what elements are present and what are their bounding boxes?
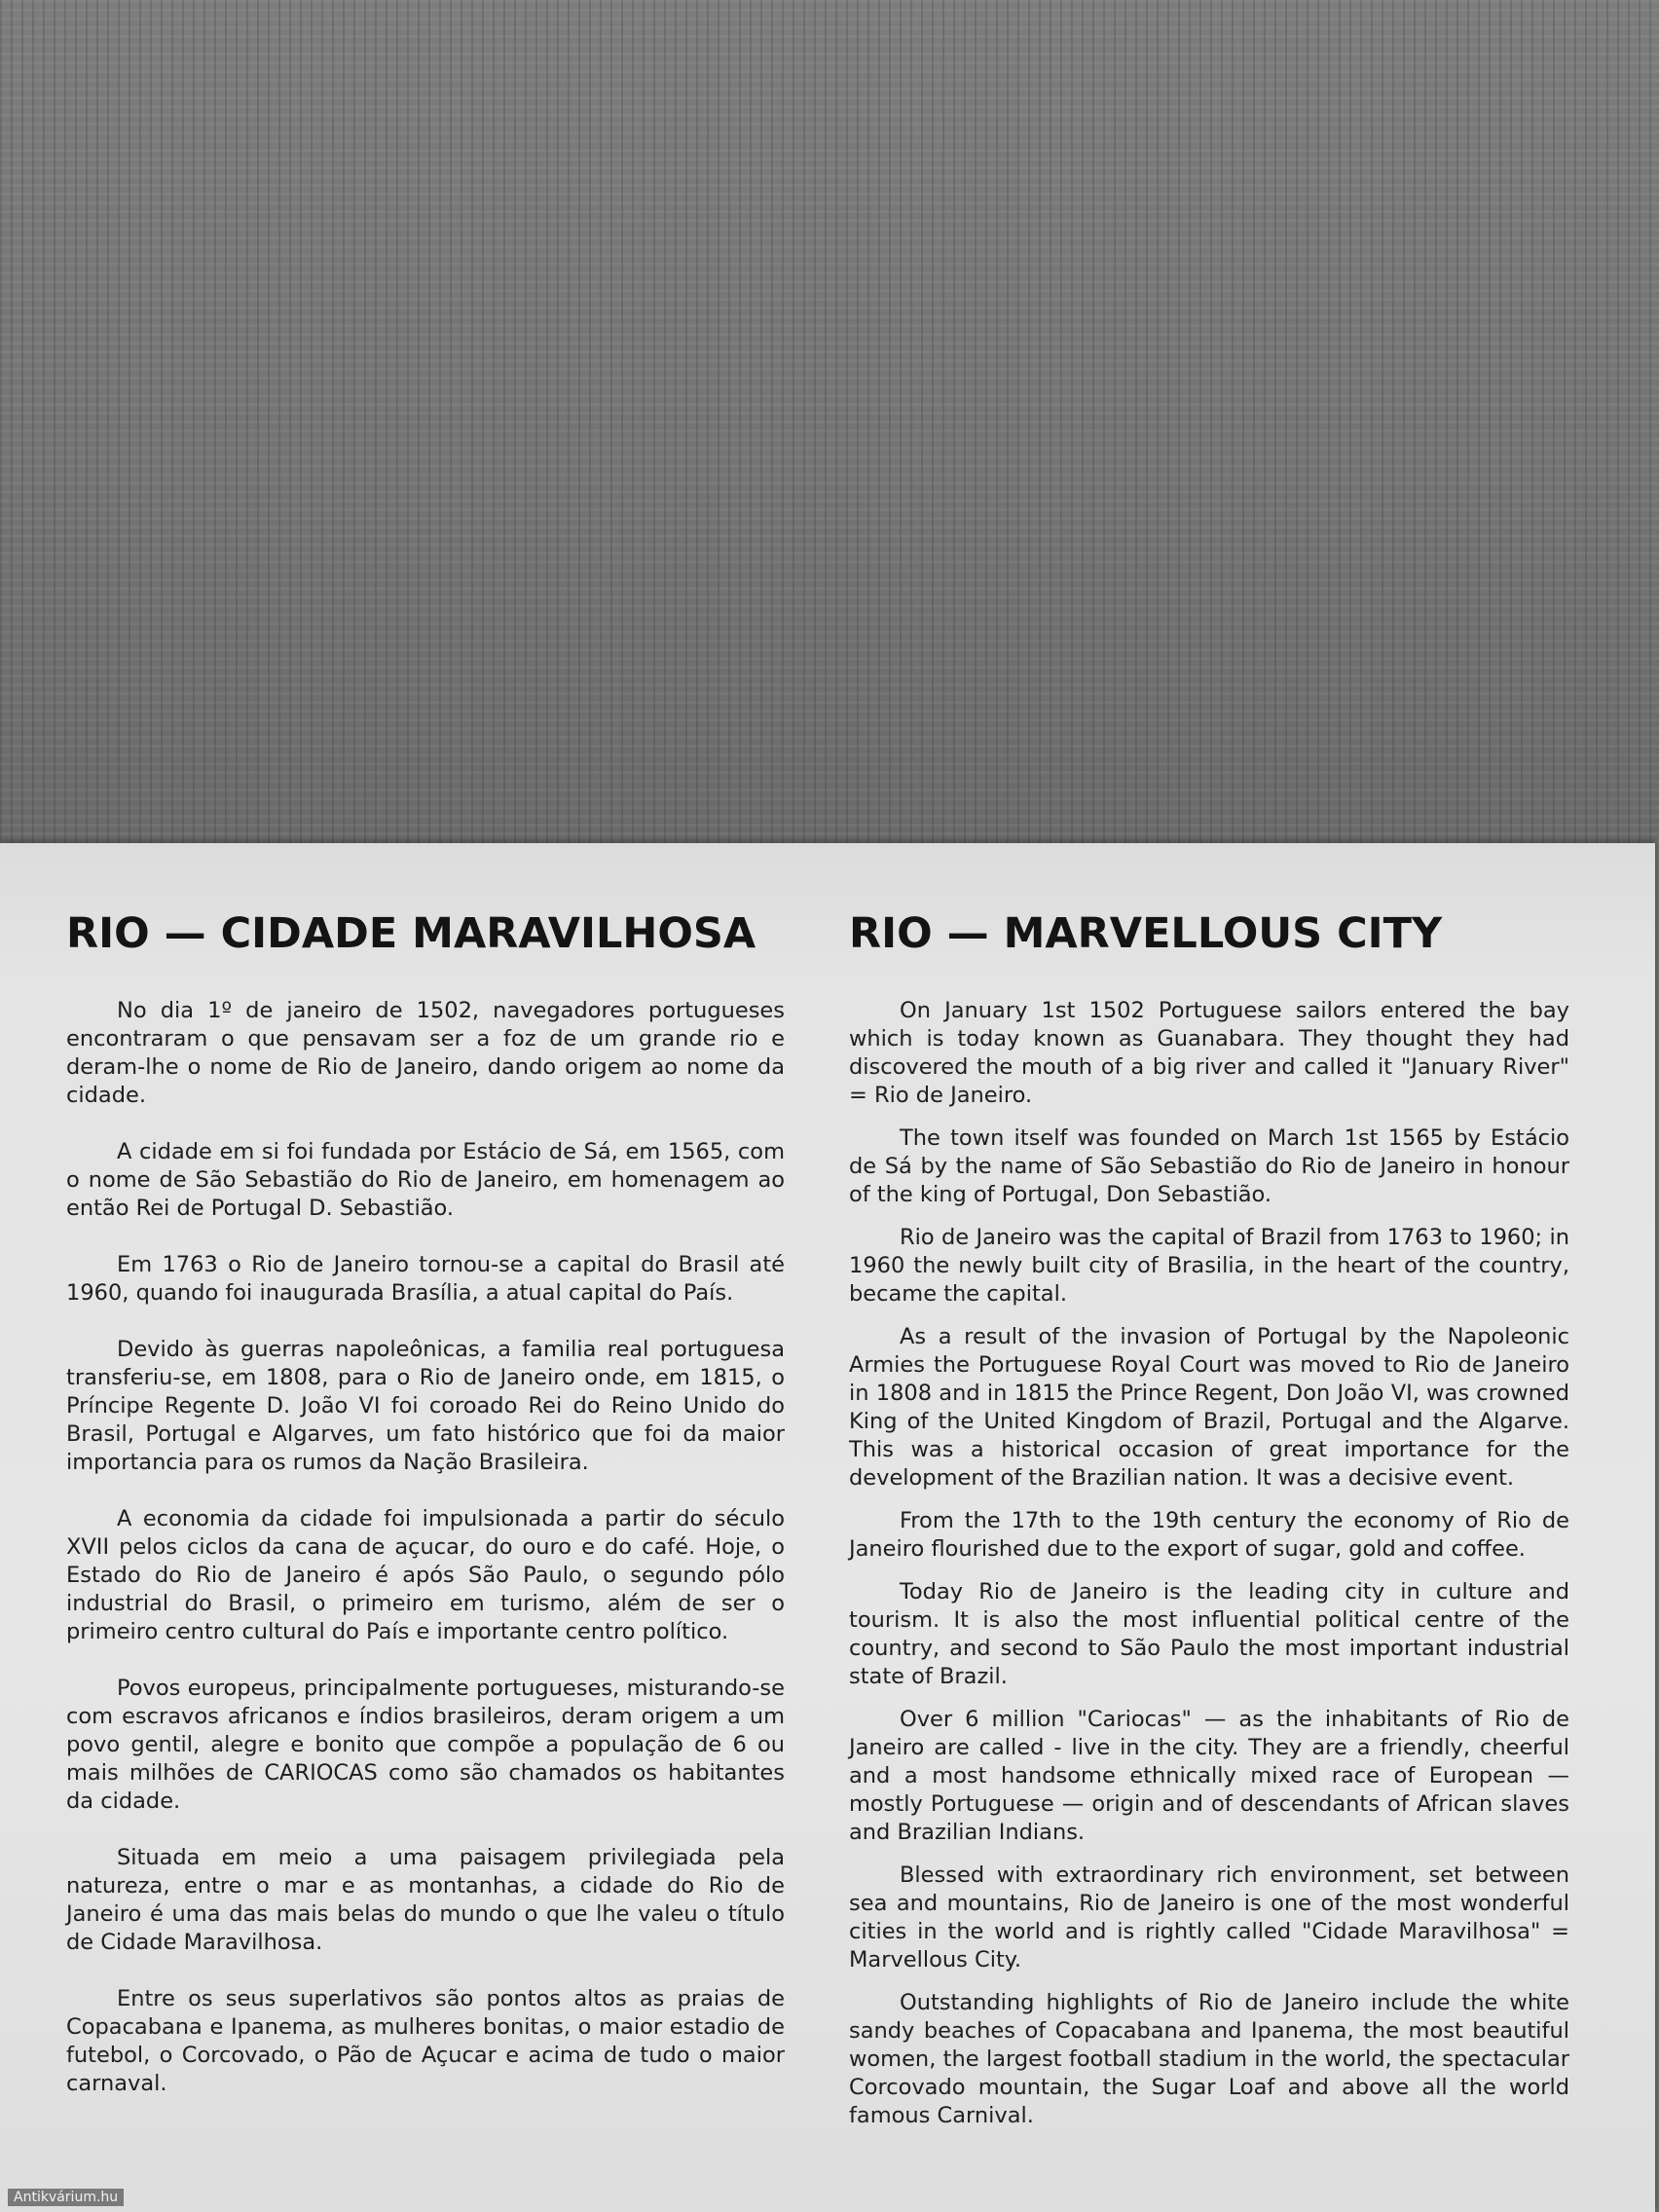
text-page: [0, 843, 1655, 2212]
english-paragraph-9: Outstanding highlights of Rio de Janeiro include the white sandy beaches of Copacabana and Ipanema, the most beautiful women, the largest football stadium in the world, the spectacular Corcovado mountain, the Sugar Loaf and above all the world famous Carnival.: [849, 1990, 1569, 2128]
english-column: [849, 907, 1569, 2145]
english-paragraph-4: As a result of the invasion of Portugal by the Napoleonic Armies the Portuguese Royal Court was moved to Rio de Janeiro in 1808 and in 1815 the Prince Regent, Don João VI, was crowned King of the United Kingdom of Brazil, Portugal and the Algarve. This was a historical occasion of great importance for the development of the Brazilian nation. It was a decisive event.: [849, 1324, 1569, 1491]
english-paragraph-6: Today Rio de Janeiro is the leading city in culture and tourism. It is also the most influential political centre of the country, and second to São Paulo the most important industrial state of Brazil.: [849, 1579, 1569, 1689]
portuguese-paragraph-3: Em 1763 o Rio de Janeiro tornou-se a capital do Brasil até 1960, quando foi inaugurada Brasília, a atual capital do País.: [66, 1252, 785, 1306]
portuguese-paragraph-5: A economia da cidade foi impulsionada a partir do século XVII pelos ciclos da cana de açucar, do ouro e do café. Hoje, o Estado do Rio de Janeiro é após São Paulo, o segundo pólo industrial do Brasil, o primeiro em turismo, além de ser o primeiro centro cultural do País e importante centro político.: [66, 1506, 785, 1644]
site-watermark: Antikvárium.hu: [8, 2189, 124, 2206]
portuguese-paragraph-6: Povos europeus, principalmente portugueses, misturando-se com escravos africanos e índios brasileiros, deram origem a um povo gentil, alegre e bonito que compõe a população de 6 ou mais milhões de CARIOCAS como são chamados os habitantes da cidade.: [66, 1676, 785, 1814]
portuguese-paragraph-1: No dia 1º de janeiro de 1502, navegadores portugueses encontraram o que pensavam ser a foz de um grande rio e deram-lhe o nome de Rio de Janeiro, dando origem ao nome da cidade.: [66, 998, 785, 1108]
portuguese-paragraph-2: A cidade em si foi fundada por Estácio de Sá, em 1565, com o nome de São Sebastião do Rio de Janeiro, em homenagem ao então Rei de Portugal D. Sebastião.: [66, 1139, 785, 1221]
english-heading: RIO — MARVELLOUS CITY: [849, 909, 1443, 958]
portuguese-heading: RIO — CIDADE MARAVILHOSA: [66, 909, 756, 958]
english-paragraph-5: From the 17th to the 19th century the economy of Rio de Janeiro flourished due to the export of sugar, gold and coffee.: [849, 1508, 1569, 1562]
book-cover-texture: [0, 0, 1659, 843]
english-paragraph-7: Over 6 million "Cariocas" — as the inhabitants of Rio de Janeiro are called - live in the city. They are a friendly, cheerful and a most handsome ethnically mixed race of European — mostly Portuguese — origin and of descendants of African slaves and Brazilian Indians.: [849, 1707, 1569, 1845]
portuguese-paragraph-7: Situada em meio a uma paisagem privilegiada pela natureza, entre o mar e as montanhas, a cidade do Rio de Janeiro é uma das mais belas do mundo o que lhe valeu o título de Cidade Maravilhosa.: [66, 1845, 785, 1955]
english-paragraph-1: On January 1st 1502 Portuguese sailors entered the bay which is today known as Guanabara. They thought they had discovered the mouth of a big river and called it "January River" = Rio de Janeiro.: [849, 998, 1569, 1108]
english-paragraph-3: Rio de Janeiro was the capital of Brazil from 1763 to 1960; in 1960 the newly built city of Brasilia, in the heart of the country, became the capital.: [849, 1225, 1569, 1307]
english-paragraph-8: Blessed with extraordinary rich environment, set between sea and mountains, Rio de Janeiro is one of the most wonderful cities in the world and is rightly called "Cidade Maravilhosa" = Marvellous City.: [849, 1862, 1569, 1972]
portuguese-column: [66, 907, 785, 2126]
english-paragraph-2: The town itself was founded on March 1st 1565 by Estácio de Sá by the name of São Sebastião do Rio de Janeiro in honour of the king of Portugal, Don Sebastião.: [849, 1125, 1569, 1207]
portuguese-paragraph-4: Devido às guerras napoleônicas, a familia real portuguesa transferiu-se, em 1808, para o Rio de Janeiro onde, em 1815, o Príncipe Regente D. João VI foi coroado Rei do Reino Unido do Brasil, Portugal e Algarves, um fato histórico que foi da maior importancia para os rumos da Nação Brasileira.: [66, 1337, 785, 1475]
portuguese-paragraph-8: Entre os seus superlativos são pontos altos as praias de Copacabana e Ipanema, as mulheres bonitas, o maior estadio de futebol, o Corcovado, o Pão de Açucar e acima de tudo o maior carnaval.: [66, 1986, 785, 2096]
